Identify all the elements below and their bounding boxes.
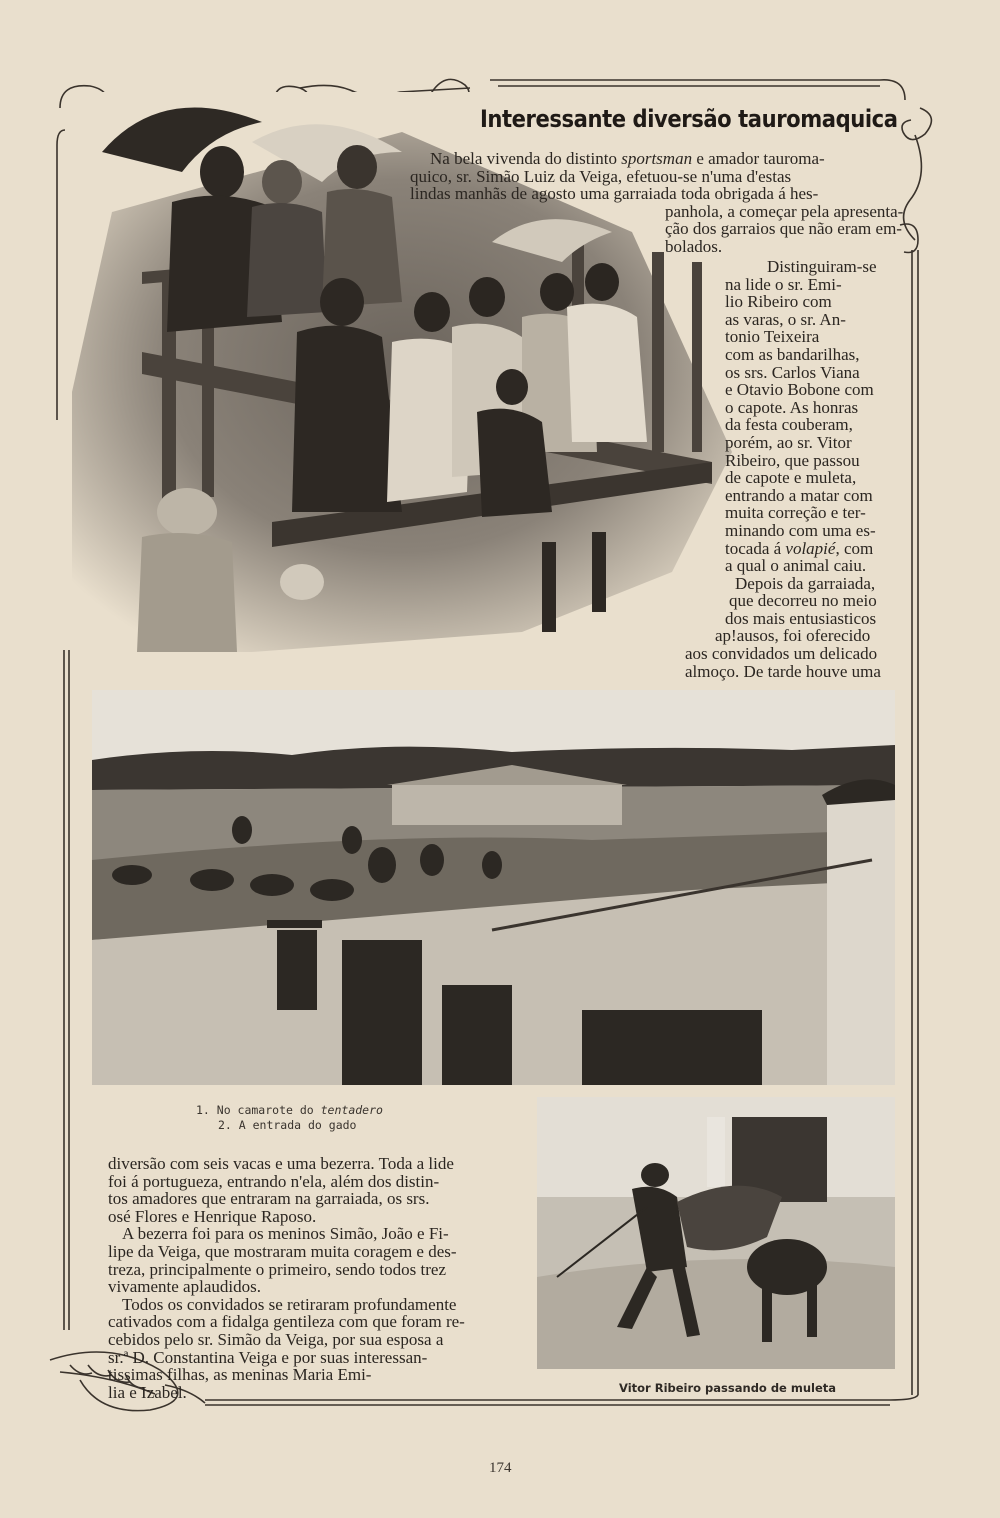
text-line: de capote e muleta, bbox=[725, 468, 857, 488]
text-line: entrando a matar com bbox=[725, 485, 873, 505]
text-line: Ribeiro, que passou bbox=[725, 450, 860, 470]
text-line: Todos os convidados se retiraram profundamente bbox=[122, 1294, 457, 1314]
bottom-column-text bbox=[108, 1155, 500, 1401]
text-line: tos amadores que entraram na garraiada, os srs. bbox=[108, 1189, 430, 1209]
text-line: foi á portugueza, entrando n'ela, além dos distin- bbox=[108, 1171, 440, 1191]
text-line: ção dos garraios que não eram em- bbox=[665, 219, 902, 239]
text-line: a qual o animal caiu. bbox=[725, 556, 867, 576]
text-line: A bezerra foi para os meninos Simão, João e Fi- bbox=[122, 1224, 449, 1244]
text-line: tissimas filhas, as meninas Maria Emi- bbox=[108, 1365, 372, 1385]
text-line: Na bela vivenda do distinto sportsman e amador tauroma- bbox=[430, 149, 825, 168]
text-line: minando com uma es- bbox=[725, 520, 876, 540]
text-line: sr.ª D. Constantina Veiga e por suas interessan- bbox=[108, 1347, 428, 1367]
text-line: muita correção e ter- bbox=[725, 503, 866, 523]
text-line: tonio Teixeira bbox=[725, 327, 820, 347]
text-line: e Otavio Bobone com bbox=[725, 380, 874, 400]
text-line: o capote. As honras bbox=[725, 397, 859, 417]
page-number: 174 bbox=[489, 1460, 512, 1476]
text-line: com as bandarilhas, bbox=[725, 344, 860, 364]
text-line: cebidos pelo sr. Simão da Veiga, por sua esposa a bbox=[108, 1329, 444, 1349]
text-line: ap!ausos, foi oferecido bbox=[715, 626, 871, 646]
text-line: tocada á volapié, com bbox=[725, 538, 874, 558]
text-line: almoço. De tarde houve uma bbox=[685, 661, 881, 681]
text-line: lipe da Veiga, que mostraram muita coragem e des- bbox=[108, 1241, 457, 1261]
photo-captions bbox=[196, 1103, 383, 1133]
text-line: bolados. bbox=[665, 236, 723, 256]
text-line: diversão com seis vacas e uma bezerra. Toda a lide bbox=[108, 1154, 454, 1173]
article-headline: Interessante diversão tauromaquica bbox=[480, 105, 898, 133]
text-line: Depois da garraiada, bbox=[735, 573, 876, 593]
text-line: da festa couberam, bbox=[725, 415, 853, 435]
text-line: os srs. Carlos Viana bbox=[725, 362, 860, 382]
text-line: as varas, o sr. An- bbox=[725, 309, 846, 329]
caption-1: 1. No camarote do tentadero bbox=[196, 1103, 383, 1117]
photo-muleta-pass bbox=[537, 1097, 895, 1369]
text-line: aos convidados um delicado bbox=[685, 644, 878, 664]
text-line: cativados com a fidalga gentileza com que foram re- bbox=[108, 1312, 465, 1332]
text-line: panhola, a começar pela apresenta- bbox=[665, 201, 904, 221]
text-line: vivamente aplaudidos. bbox=[108, 1277, 261, 1297]
text-line: que decorreu no meio bbox=[729, 591, 877, 611]
text-line: osé Flores e Henrique Raposo. bbox=[108, 1206, 317, 1226]
photo3-caption: Vitor Ribeiro passando de muleta bbox=[619, 1381, 837, 1395]
text-line: quico, sr. Simão Luiz da Veiga, efetuou-se n'uma d'estas bbox=[410, 166, 792, 186]
text-line: lindas manhãs de agosto uma garraiada toda obrigada á hes- bbox=[410, 184, 819, 204]
right-column-text bbox=[685, 257, 907, 681]
text-line: lia e Izabel. bbox=[108, 1382, 187, 1402]
text-line: treza, principalmente o primeiro, sendo todos trez bbox=[108, 1259, 446, 1279]
caption-2: 2. A entrada do gado bbox=[218, 1118, 357, 1132]
text-line: dos mais entusiasticos bbox=[725, 608, 877, 628]
photo-cattle-entrance bbox=[92, 690, 895, 1085]
text-line: lio Ribeiro com bbox=[725, 292, 832, 312]
text-line: porém, ao sr. Vitor bbox=[725, 432, 852, 452]
text-line: na lide o sr. Emi- bbox=[725, 274, 842, 294]
text-line: Distinguiram-se bbox=[767, 257, 877, 276]
intro-paragraph bbox=[410, 150, 905, 256]
